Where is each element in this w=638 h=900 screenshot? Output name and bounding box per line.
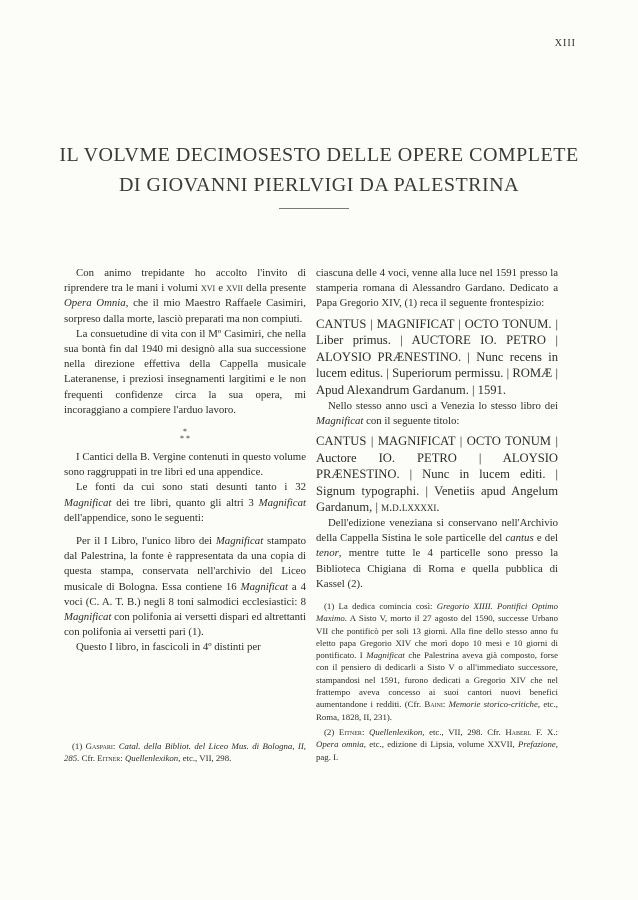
text-run: (1) bbox=[72, 741, 86, 751]
italic-run: Opera Omnia bbox=[64, 297, 126, 310]
text-run: Cfr. bbox=[79, 753, 98, 764]
italic-run: Catal. della Bibliot. del Liceo Mus. di Bologna, II, 285. bbox=[64, 741, 306, 764]
italic-run: Magnificat bbox=[64, 496, 112, 509]
text-run: che Palestrina aveva già composto, forse con il pensiero di dedicarli a Sisto V o all'immediato successore, stampandosi nel 1591, furono dedicati a Gregorio XIV che nel frattempo aveva concesso ai suoi cantori nuovi benefici aumentandone i redditi. (Cfr. bbox=[316, 650, 559, 710]
text-run: a 4 voci (C. A. T. B.) negli 8 toni salmodici ecclesiastici: 8 bbox=[64, 580, 306, 608]
title-rule bbox=[279, 208, 349, 209]
asterism-top: * bbox=[183, 427, 187, 437]
italic-run: cantus bbox=[505, 532, 534, 545]
frontispiece-roma: CANTUS | MAGNIFICAT | OCTO TONUM. | Liber primus. | AUCTORE IO. PETRO | ALOYSIO PRÆNESTINO. | Nunc recens in lucem editus. | Superiorum permissu. | ROMÆ | Apud Alexandrum Gardanum. | 1591. bbox=[316, 316, 558, 397]
text-run: Con animo trepidante ho accolto l'invito di riprendere tra le mani i volumi bbox=[64, 267, 306, 295]
asterism bbox=[64, 428, 306, 442]
italic-run: Magnificat bbox=[366, 650, 405, 661]
paragraph bbox=[64, 534, 306, 640]
text-run: , pag. I. bbox=[316, 739, 558, 762]
text-run: Dell'edizione veneziana si conservano nell'Archivio della Cappella Sistina le sole particelle del bbox=[316, 516, 558, 545]
text-run: con il seguente titolo: bbox=[363, 414, 460, 427]
text-run: , che il mio Maestro Raffaele Casimiri, sorpreso dalla morte, lasciò preparati ma non compiuti. bbox=[64, 297, 306, 325]
text-run: e del bbox=[533, 532, 558, 545]
text-run: con polifonia ai versetti dispari ed altrettanti con polifonia ai versetti pari (1). bbox=[64, 611, 306, 639]
small-caps-run: Gaspari bbox=[85, 741, 113, 751]
small-caps-run: Baini bbox=[424, 699, 443, 710]
text-run: della presente bbox=[242, 282, 306, 295]
footnote bbox=[316, 726, 558, 763]
italic-run: Quellenlexikon bbox=[369, 726, 423, 737]
text-run: : bbox=[112, 741, 119, 751]
frontispiece-venezia bbox=[316, 433, 558, 516]
text-run: CANTUS | MAGNIFICAT | OCTO TONUM | Auctore IO. PETRO | ALOYSIO PRÆNESTINO. | Nunc in lucem editi. | Signum typographi. | Venetiis apud Angelum Gardanum, | bbox=[316, 433, 558, 515]
small-caps-run: m.d.lxxxxi. bbox=[381, 500, 440, 515]
text-run: dell'appendice, sono le seguenti: bbox=[64, 511, 204, 524]
text-run: , mentre tutte le 4 particelle sono presso la Biblioteca Chigiana di Roma e quella pubblica di Kassel (2). bbox=[316, 547, 558, 590]
small-caps-run: xvi bbox=[200, 282, 216, 295]
text-run: F. X.: bbox=[531, 726, 558, 737]
text-run: , etc., Roma, 1828, II, 231). bbox=[316, 699, 558, 722]
text-run: (1) La dedica comincia così: bbox=[324, 601, 437, 611]
text-run: , etc., edizione di Lipsia, volume XXVII, bbox=[363, 739, 518, 750]
text-run: stampato dal Palestrina, la fonte è rappresentata da una copia di questa stampa, conservata nell'archivio del Liceo musicale di Bologna. Essa contiene 16 bbox=[64, 535, 306, 593]
footnotes-left bbox=[64, 740, 306, 765]
title-line-2: DI GIOVANNI PIERLVIGI DA PALESTRINA bbox=[118, 174, 520, 196]
small-caps-run: Eitner bbox=[338, 726, 362, 737]
small-caps-run: xvii bbox=[226, 282, 243, 295]
paragraph bbox=[64, 266, 306, 327]
text-run: : bbox=[361, 726, 370, 737]
footnote bbox=[64, 740, 306, 765]
italic-run: Magnificat bbox=[258, 496, 306, 509]
paragraph: ciascuna delle 4 voci, venne alla luce nel 1591 presso la stamperia romana di Alessandro Gardano. Dedicato a Papa Gregorio XIV, (1) reca il seguente frontespizio: bbox=[316, 267, 558, 310]
footnotes-right bbox=[316, 600, 558, 763]
paragraph bbox=[316, 399, 558, 429]
title-line-1: IL VOLVME DECIMOSESTO DELLE OPERE COMPLETE bbox=[59, 144, 579, 166]
italic-run: Prefazione bbox=[518, 739, 556, 750]
text-run: e bbox=[215, 282, 227, 295]
text-run: A Sisto V, morto il 27 agosto del 1590, successe Urbano VII che pontificò per soli 13 giorni. Alla fine dello stesso anno fu eletto papa Gregorio XIV che morì dopo 10 mesi e 10 giorni di pontificato. I bbox=[316, 613, 558, 661]
italic-run: Magnificat bbox=[64, 611, 112, 624]
page-number: XIII bbox=[554, 38, 576, 49]
text-run: Per il I Libro, l'unico libro dei bbox=[76, 535, 216, 548]
paragraph: La consuetudine di vita con il Mº Casimiri, che nella sua bontà fin dal 1940 mi designò alla sua successione nella direzione effettiva della Cappella musicale Lateranense, i preziosi insegnamenti largitimi e le non frequenti confidenze circa la sua opera, mi incoraggiano a compiere l'arduo lavoro. bbox=[64, 327, 306, 416]
italic-run: Gregorio XIIII. Pontifici Optimo Maximo. bbox=[316, 601, 559, 624]
italic-run: tenor bbox=[316, 547, 339, 560]
italic-run: Opera omnia bbox=[316, 739, 364, 750]
italic-run: Memorie storico-critiche bbox=[448, 699, 538, 710]
text-run: dei tre libri, quanto gli altri 3 bbox=[111, 496, 259, 509]
right-column bbox=[316, 266, 558, 592]
footnote bbox=[316, 600, 558, 723]
text-run: : bbox=[442, 699, 449, 710]
paragraph bbox=[64, 480, 306, 526]
italic-run: Magnificat bbox=[240, 580, 288, 593]
paragraph: I Cantici della B. Vergine contenuti in questo volume sono raggruppati in tre libri ed una appendice. bbox=[64, 451, 306, 479]
italic-run: Magnificat bbox=[215, 535, 264, 548]
italic-run: Quellenlexikon bbox=[124, 753, 179, 764]
paragraph: Questo I libro, in fascicoli in 4º distinti per bbox=[76, 641, 261, 654]
text-run: , etc., VII, 298. bbox=[178, 753, 232, 764]
left-column bbox=[64, 266, 306, 656]
text-run: (2) bbox=[324, 726, 339, 737]
italic-run: Magnificat bbox=[316, 414, 364, 427]
text-run: Nello stesso anno uscì a Venezia lo stesso libro dei bbox=[328, 399, 558, 412]
text-run: Le fonti da cui sono stati desunti tanto i 32 bbox=[76, 481, 306, 494]
asterism-bottom: * * bbox=[180, 434, 190, 444]
text-run: , etc., VII, 298. Cfr. bbox=[422, 726, 506, 737]
paragraph bbox=[316, 516, 558, 592]
small-caps-run: Haberl bbox=[505, 726, 532, 737]
text-run: : bbox=[120, 753, 125, 764]
small-caps-run: Eitner bbox=[97, 753, 121, 764]
